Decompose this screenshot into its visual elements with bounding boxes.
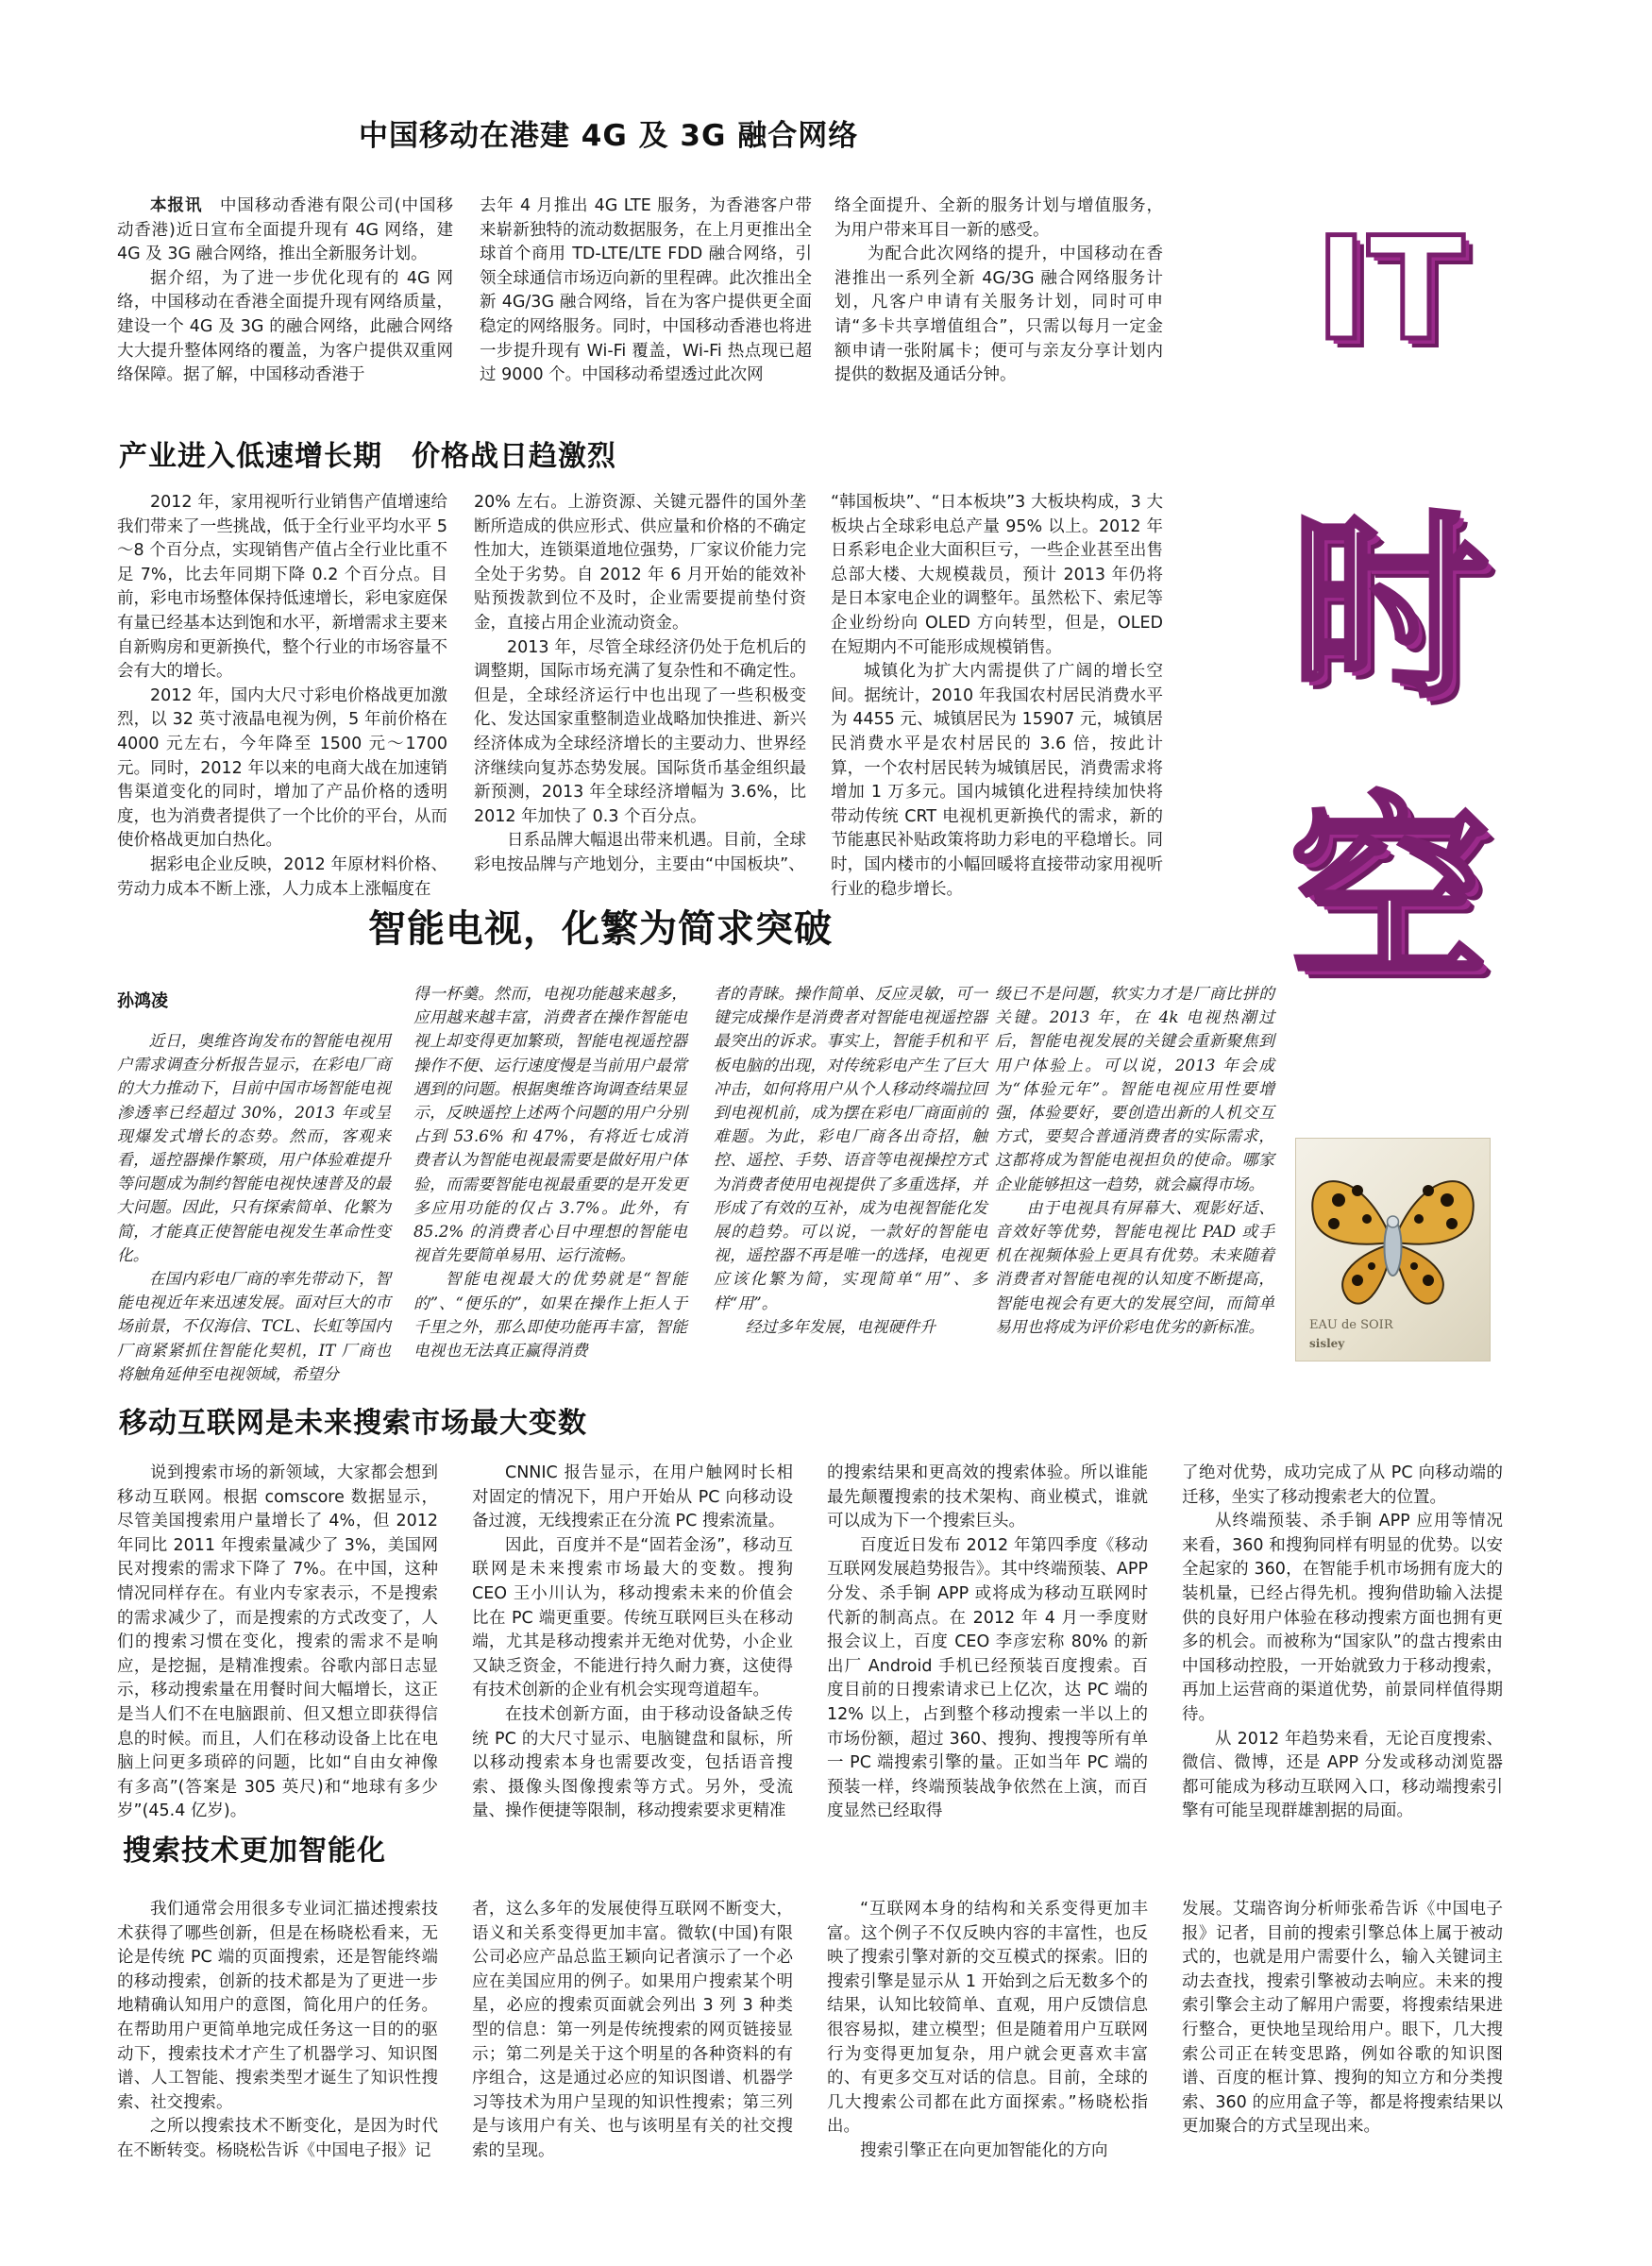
article1-title: 中国移动在港建 4G 及 3G 融合网络 (359, 119, 859, 153)
banner-shi: 时 (1290, 493, 1489, 724)
ad-product-name: EAU de SOIR (1309, 1318, 1393, 1332)
article3-col-4: 级已不是问题，软实力才是厂商比拼的关键。2013 年，在 4k 电视热潮过后，智能电视发展的关键会重新聚焦到用户体验上。可以说，2013 年会成为“体验元年”。智能电视应用性要增强，体验要好，要创造出新的人机交互方式，要契合普通消费者的实际需求，这都将成为智能电视担负的使命。哪家企业能够担这一趋势，就会赢得市场。 由于电视具有屏幕大、观影好适、音效好等优势，智能电视比 PAD 或手机在视频体验上更具有优势。未来随着消费者对智能电视的认知度不断提高，智能电视会有更大的发展空间，而简单易用也将成为评价彩电优劣的新标准。 (995, 984, 1274, 1336)
article4-title: 移动互联网是未来搜索市场最大变数 (119, 1407, 587, 1440)
article1-lead: 本报讯 (150, 196, 203, 215)
article5-col-2: 者，这么多年的发展使得互联网不断变大，语义和关系变得更加丰富。微软(中国)有限公司必应产品总监王颖向记者演示了一个必应在美国应用的例子。如果用户搜索某个明星，必应的搜索页面就会列出 3 列 3 种类型的信息：第一列是传统搜索的网页链接显示；第二列是关于这个明星的各种资料的有序组合，这是通过必应的知识图谱、机器学习等技术为用户呈现的知识性搜索；第三列是与该用户有关、也与该明星有关的社交搜索的呈现。 (472, 1900, 793, 2160)
article1-col-1: 本报讯 中国移动香港有限公司(中国移动香港)近日宣布全面提升现有 4G 网络，建 4G 及 3G 融合网络，推出全新服务计划。 据介绍，为了进一步优化现有的 4G 网络，中国移动在香港全面提升现有网络质量，建设一个 4G 及 3G 的融合网络，此融合网络大大提升整体网络的覆盖，为客户提供双重网络保障。据了解，中国移动香港于 (117, 196, 454, 385)
article3-col-2: 得一杯羹。然而，电视功能越来越多，应用越来越丰富，消费者在操作智能电视上却变得更加繁琐，智能电视遥控器操作不便、运行速度慢是当前用户最常遇到的问题。根据奥维咨询调查结果显示，反映遥控上述两个问题的用户分别占到 53.6% 和 47%，有将近七成消费者认为智能电视最需要是做好用户体验，而需要智能电视最重要的是开发更多应用功能的仅占 3.7%。此外，有 85.2% 的消费者心目中理想的智能电视首先要简单易用、运行流畅。 智能电视最大的优势就是“智能的”、“便乐的”，如果在操作上拒人于千里之外，那么即使功能再丰富，智能电视也无法真正赢得消费 (413, 984, 687, 1361)
article5-title: 搜索技术更加智能化 (123, 1835, 386, 1868)
article2-col-2: 20% 左右。上游资源、关键元器件的国外垄断所造成的供应形式、供应量和价格的不确定性加大，连锁渠道地位强势，厂家议价能力完全处于劣势。自 2012 年 6 月开始的能效补贴预拨款到位不及时，企业需要提前垫付资金，直接占用企业流动资金。 2013 年，尽管全球经济仍处于危机后的调整期，国际市场充满了复杂性和不确定性。但是，全球经济运行中也出现了一些积极变化、发达国家重整制造业战略加快推进、新兴经济体成为全球经济增长的主要动力、世界经济继续向复苏态势发展。国际货币基金组织最新预测，2013 年全球经济增幅为 3.6%，比 2012 年加快了 0.3 个百分点。 日系品牌大幅退出带来机遇。目前，全球彩电按品牌与产地划分，主要由“中国板块”、 (474, 493, 806, 874)
article3-byline: 孙鸿凌 (117, 991, 168, 1011)
butterfly-icon (1296, 1148, 1490, 1327)
article3-col-3: 者的青睐。操作简单、反应灵敏，可一键完成操作是消费者对智能电视遥控器最突出的诉求。事实上，智能手机和平板电脑的出现，对传统彩电产生了巨大冲击，如何将用户从个人移动终端拉回到电视机前，成为摆在彩电厂商面前的难题。为此，彩电厂商各出奇招，触控、遥控、手势、语音等电视操控方式为消费者使用电视提供了多重选择，并形成了有效的互补，成为电视智能化发展的趋势。可以说，一款好的智能电视，遥控器不再是唯一的选择，电视更应该化繁为简，实现简单“用”、多样“用”。 经过多年发展，电视硬件升 (714, 984, 987, 1336)
article4-col-1: 说到搜索市场的新领域，大家都会想到移动互联网。根据 comscore 数据显示，尽管美国搜索用户量增长了 4%，但 2012 年同比 2011 年搜索量减少了 3%，美国网民对搜索的需求下降了 7%。在中国，这种情况同样存在。有业内专家表示，不是搜索的需求减少了，而是搜索的方式改变了，人们的搜索习惯在变化，搜索的需求不是响应，是挖掘，是精准搜索。谷歌内部日志显示，移动搜索量在用餐时间大幅增长，这正是当人们不在电脑跟前、但又想立即获得信息的时候。而且，人们在移动设备上比在电脑上问更多琐碎的问题，比如“自由女神像有多高”(答案是 305 英尺)和“地球有多少岁”(45.4 亿岁)。 (117, 1463, 438, 1821)
article1-col-3: 络全面提升、全新的服务计划与增值服务，为用户带来耳目一新的感受。 为配合此次网络的提升，中国移动在香港推出一系列全新 4G/3G 融合网络服务计划，凡客户申请有关服务计划，同时可申请“多卡共享增值组合”，只需以每月一定金额申请一张附属卡；便可与亲友分享计划内提供的数据及通话分钟。 (834, 196, 1163, 385)
article2-col-3: “韩国板块”、“日本板块”3 大板块构成，3 大板块占全球彩电总产量 95% 以上。2012 年日系彩电企业大面积巨亏，一些企业甚至出售总部大楼、大规模裁员，预计 2013 年仍将是日本家电企业的调整年。虽然松下、索尼等企业纷纷向 OLED 方向转型，但是，OLED 在短期内不可能形成规模销售。 城镇化为扩大内需提供了广阔的增长空间。据统计，2010 年我国农村居民消费水平为 4455 元、城镇居民为 15907 元，城镇居民消费水平是农村居民的 3.6 倍，按此计算，一个农村居民转为城镇居民，消费需求将增加 1 万多元。国内城镇化进程持续加快将带动传统 CRT 电视机更新换代的需求，新的节能惠民补贴政策将助力彩电的平稳增长。同时，国内楼市的小幅回暖将直接带动家用视听行业的稳步增长。 (831, 493, 1163, 899)
article4-col-3: 的搜索结果和更高效的搜索体验。所以谁能最先颠覆搜索的技术架构、商业模式，谁就可以成为下一个搜索巨头。 百度近日发布 2012 年第四季度《移动互联网发展趋势报告》。其中终端预装、APP 分发、杀手锏 APP 或将成为移动互联网时代新的制高点。在 2012 年 4 月一季度财报会议上，百度 CEO 李彦宏称 80% 的新出厂 Android 手机已经预装百度搜索。百度目前的日搜索请求已上亿次，达 PC 端的 12% 以上，占到整个移动搜索一半以上的市场份额，超过 360、搜狗、搜搜等所有单一 PC 端搜索引擎的量。正如当年 PC 端的预装一样，终端预装战争依然在上演，而百度显然已经取得 (827, 1463, 1148, 1821)
butterfly-ad-image (1295, 1138, 1491, 1361)
article5-col-1: 我们通常会用很多专业词汇描述搜索技术获得了哪些创新，但是在杨晓松看来，无论是传统 PC 端的页面搜索，还是智能终端的移动搜索，创新的技术都是为了更进一步地精确认知用户的意图，简化用户的任务。在帮助用户更简单地完成任务这一目的的驱动下，搜索技术才产生了机器学习、知识图谱、人工智能、搜索类型才诞生了知识性搜索、社交搜索。 之所以搜索技术不断变化，是因为时代在不断转变。杨晓松告诉《中国电子报》记 (117, 1900, 438, 2160)
article2-col-1: 2012 年，家用视听行业销售产值增速给我们带来了一些挑战，低于全行业平均水平 5～8 个百分点，实现销售产值占全行业比重不足 7%，比去年同期下降 0.2 个百分点。目前，彩电市场整体保持低速增长，彩电家庭保有量已经基本达到饱和水平，新增需求主要来自新购房和更新换代，整个行业的市场容量不会有大的增长。 2012 年，国内大尺寸彩电价格战更加激烈，以 32 英寸液晶电视为例，5 年前价格在 4000 元左右，今年降至 1500 元～1700 元。同时，2012 年以来的电商大战在加速销售渠道变化的同时，增加了产品价格的透明度，也为消费者提供了一个比价的平台，从而使价格战更加白热化。 据彩电企业反映，2012 年原材料价格、劳动力成本不断上涨，人力成本上涨幅度在 (117, 493, 447, 899)
ad-brand: sisley (1309, 1337, 1345, 1350)
article5-col-3: “互联网本身的结构和关系变得更加丰富。这个例子不仅反映内容的丰富性，也反映了搜索引擎对新的交互模式的探索。旧的搜索引擎是显示从 1 开始到之后无数多个的结果，认知比较简单、直观，用户反馈信息很容易拟，建立模型；但是随着用户互联网行为变得更加复杂，用户就会更喜欢丰富的、有更多交互对话的信息。目前，全球的几大搜索公司都在此方面探索。”杨晓松指出。 搜索引擎正在向更加智能化的方向 (827, 1900, 1148, 2160)
article5-col-4: 发展。艾瑞咨询分析师张希告诉《中国电子报》记者，目前的搜索引擎总体上属于被动式的，也就是用户需要什么，输入关键词主动去查找，搜索引擎被动去响应。未来的搜索引擎会主动了解用户需要，将搜索结果进行整合，更快地呈现给用户。眼下，几大搜索公司正在转变思路，例如谷歌的知识图谱、百度的框计算、搜狗的知立方和分类搜索、360 的应用盒子等，都是将搜索结果以更加聚合的方式呈现出来。 (1182, 1900, 1503, 2137)
article4-col-2: CNNIC 报告显示，在用户触网时长相对固定的情况下，用户开始从 PC 向移动设备过渡，无线搜索正在分流 PC 搜索流量。 因此，百度并不是“固若金汤”，移动互联网是未来搜索市场最大的变数。搜狗 CEO 王小川认为，移动搜索未来的价值会比在 PC 端更重要。传统互联网巨头在移动端，尤其是移动搜索并无绝对优势，小企业又缺乏资金，不能进行持久耐力赛，这使得有技术创新的企业有机会实现弯道超车。 在技术创新方面，由于移动设备缺乏传统 PC 的大尺寸显示、电脑键盘和鼠标，所以移动搜索本身也需要改变，包括语音搜索、摄像头图像搜索等方式。另外，受流量、操作便捷等限制，移动搜索要求更精准 (472, 1463, 793, 1821)
article3-col-1: 近日，奥维咨询发布的智能电视用户需求调查分析报告显示，在彩电厂商的大力推动下，目前中国市场智能电视渗透率已经超过 30%，2013 年或呈现爆发式增长的态势。然而，客观来看，遥控器操作繁琐，用户体验难提升等问题成为制约智能电视快速普及的最大问题。因此，只有探索简单、化繁为简，才能真正使智能电视发生革命性变化。 在国内彩电厂商的率先带动下，智能电视近年来迅速发展。面对巨大的市场前景，不仅海信、TCL、长虹等国内厂商紧紧抓住智能化契机，IT 厂商也将触角延伸至电视领域，希望分 (117, 1031, 391, 1383)
banner-kong: 空 (1290, 776, 1489, 1007)
article4-col-4: 了绝对优势，成功完成了从 PC 向移动端的迁移，坐实了移动搜索老大的位置。 从终端预装、杀手锏 APP 应用等情况来看，360 和搜狗同样有明显的优势。以安全起家的 360，在智能手机市场拥有庞大的装机量，已经占得先机。搜狗借助输入法提供的良好用户体验在移动搜索方面也拥有更多的机会。而被称为“国家队”的盘古搜索由中国移动控股，一开始就致力于移动搜索，再加上运营商的渠道优势，前景同样值得期待。 从 2012 年趋势来看，无论百度搜索、微信、微博，还是 APP 分发或移动浏览器都可能成为移动互联网入口，移动端搜索引擎有可能呈现群雄割据的局面。 (1182, 1463, 1503, 1821)
banner-it: IT (1314, 208, 1465, 372)
article2-title: 产业进入低速增长期 价格战日趋激烈 (119, 440, 616, 473)
article1-col-2: 去年 4 月推出 4G LTE 服务，为香港客户带来崭新独特的流动数据服务，在上月更推出全球首个商用 TD-LTE/LTE FDD 融合网络，引领全球通信市场迈向新的里程碑。此次推出全新 4G/3G 融合网络，旨在为客户提供更全面稳定的网络服务。同时，中国移动香港也将进一步提升现有 Wi-Fi 覆盖，Wi-Fi 热点现已超过 9000 个。中国移动希望透过此次网 (480, 196, 812, 385)
article3-title: 智能电视，化繁为简求突破 (368, 907, 833, 951)
